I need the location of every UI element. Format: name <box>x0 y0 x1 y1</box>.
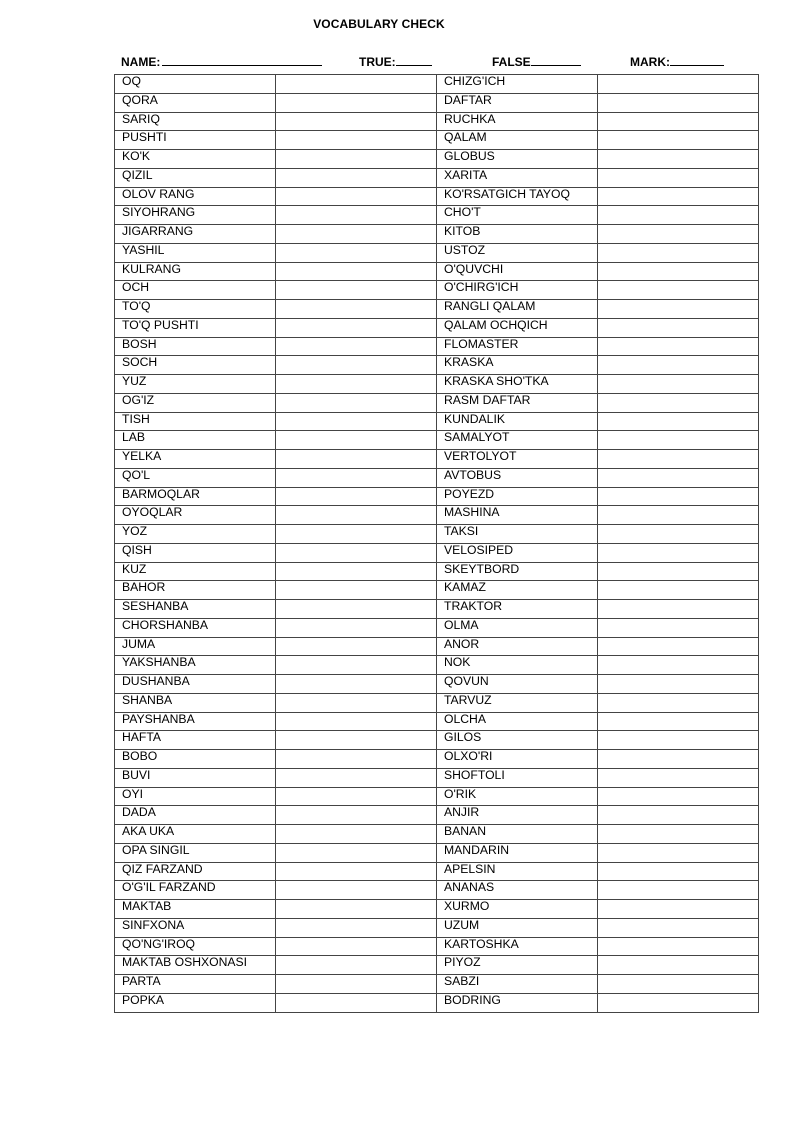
true-field[interactable] <box>359 53 432 69</box>
left-answer-cell[interactable] <box>276 356 437 375</box>
left-answer-cell[interactable] <box>276 918 437 937</box>
table-row <box>115 675 759 694</box>
table-row <box>115 337 759 356</box>
right-word-cell: APELSIN <box>437 862 598 881</box>
left-answer-cell[interactable] <box>276 993 437 1012</box>
right-word-cell: GILOS <box>437 731 598 750</box>
right-answer-cell[interactable] <box>598 356 759 375</box>
table-row <box>115 112 759 131</box>
mark-field[interactable] <box>630 53 724 69</box>
table-row <box>115 393 759 412</box>
right-word-cell: XARITA <box>437 168 598 187</box>
left-answer-cell[interactable] <box>276 450 437 469</box>
left-word-cell: BAHOR <box>115 581 276 600</box>
right-word-cell: CHIZG'ICH <box>437 75 598 94</box>
left-answer-cell[interactable] <box>276 243 437 262</box>
left-answer-cell[interactable] <box>276 843 437 862</box>
left-word-cell: OCH <box>115 281 276 300</box>
right-answer-cell[interactable] <box>598 618 759 637</box>
table-row <box>115 318 759 337</box>
mark-blank-line[interactable] <box>670 53 724 66</box>
left-word-cell: QIZIL <box>115 168 276 187</box>
left-answer-cell[interactable] <box>276 543 437 562</box>
left-word-cell: MAKTAB OSHXONASI <box>115 956 276 975</box>
table-row <box>115 712 759 731</box>
right-word-cell: TAKSI <box>437 525 598 544</box>
right-answer-cell[interactable] <box>598 337 759 356</box>
vocabulary-table <box>114 74 759 1013</box>
table-row <box>115 487 759 506</box>
right-answer-cell[interactable] <box>598 525 759 544</box>
table-row <box>115 506 759 525</box>
right-answer-cell[interactable] <box>598 825 759 844</box>
table-row <box>115 937 759 956</box>
left-word-cell: JIGARRANG <box>115 225 276 244</box>
table-row <box>115 450 759 469</box>
table-row <box>115 993 759 1012</box>
table-row <box>115 918 759 937</box>
right-answer-cell[interactable] <box>598 956 759 975</box>
right-word-cell: SHOFTOLI <box>437 768 598 787</box>
right-word-cell: QOVUN <box>437 675 598 694</box>
right-word-cell: DAFTAR <box>437 93 598 112</box>
right-word-cell: KRASKA SHO'TKA <box>437 375 598 394</box>
table-row <box>115 731 759 750</box>
right-answer-cell[interactable] <box>598 693 759 712</box>
right-answer-cell[interactable] <box>598 468 759 487</box>
table-row <box>115 806 759 825</box>
right-word-cell: KRASKA <box>437 356 598 375</box>
right-answer-cell[interactable] <box>598 600 759 619</box>
right-answer-cell[interactable] <box>598 862 759 881</box>
left-word-cell: BOSH <box>115 337 276 356</box>
left-answer-cell[interactable] <box>276 187 437 206</box>
left-word-cell: OQ <box>115 75 276 94</box>
right-answer-cell[interactable] <box>598 243 759 262</box>
left-word-cell: MAKTAB <box>115 900 276 919</box>
left-answer-cell[interactable] <box>276 431 437 450</box>
table-row <box>115 656 759 675</box>
right-word-cell: O'QUVCHI <box>437 262 598 281</box>
right-word-cell: SAMALYOT <box>437 431 598 450</box>
left-word-cell: QORA <box>115 93 276 112</box>
right-word-cell: VELOSIPED <box>437 543 598 562</box>
left-answer-cell[interactable] <box>276 131 437 150</box>
left-answer-cell[interactable] <box>276 318 437 337</box>
right-answer-cell[interactable] <box>598 543 759 562</box>
table-row <box>115 281 759 300</box>
right-word-cell: UZUM <box>437 918 598 937</box>
table-row <box>115 243 759 262</box>
table-row <box>115 637 759 656</box>
left-word-cell: SARIQ <box>115 112 276 131</box>
left-word-cell: YAKSHANBA <box>115 656 276 675</box>
left-word-cell: TO'Q PUSHTI <box>115 318 276 337</box>
right-word-cell: NOK <box>437 656 598 675</box>
left-word-cell: TISH <box>115 412 276 431</box>
right-answer-cell[interactable] <box>598 168 759 187</box>
right-answer-cell[interactable] <box>598 881 759 900</box>
right-word-cell: OLXO'RI <box>437 750 598 769</box>
left-answer-cell[interactable] <box>276 393 437 412</box>
right-answer-cell[interactable] <box>598 843 759 862</box>
left-word-cell: SESHANBA <box>115 600 276 619</box>
mark-label: MARK: <box>630 55 670 69</box>
left-word-cell: PARTA <box>115 975 276 994</box>
left-word-cell: YELKA <box>115 450 276 469</box>
false-label: FALSE <box>492 55 531 69</box>
right-word-cell: QALAM OCHQICH <box>437 318 598 337</box>
left-word-cell: TO'Q <box>115 300 276 319</box>
right-word-cell: USTOZ <box>437 243 598 262</box>
right-answer-cell[interactable] <box>598 768 759 787</box>
right-word-cell: POYEZD <box>437 487 598 506</box>
right-word-cell: ANJIR <box>437 806 598 825</box>
left-answer-cell[interactable] <box>276 731 437 750</box>
right-answer-cell[interactable] <box>598 225 759 244</box>
left-word-cell: AKA UKA <box>115 825 276 844</box>
left-answer-cell[interactable] <box>276 862 437 881</box>
right-answer-cell[interactable] <box>598 562 759 581</box>
table-row <box>115 431 759 450</box>
right-word-cell: OLCHA <box>437 712 598 731</box>
left-word-cell: CHORSHANBA <box>115 618 276 637</box>
left-word-cell: OPA SINGIL <box>115 843 276 862</box>
table-row <box>115 412 759 431</box>
right-word-cell: MANDARIN <box>437 843 598 862</box>
right-word-cell: RUCHKA <box>437 112 598 131</box>
left-word-cell: OYOQLAR <box>115 506 276 525</box>
right-word-cell: AVTOBUS <box>437 468 598 487</box>
left-answer-cell[interactable] <box>276 750 437 769</box>
right-answer-cell[interactable] <box>598 93 759 112</box>
left-word-cell: YUZ <box>115 375 276 394</box>
table-row <box>115 150 759 169</box>
right-answer-cell[interactable] <box>598 731 759 750</box>
right-answer-cell[interactable] <box>598 675 759 694</box>
right-answer-cell[interactable] <box>598 131 759 150</box>
name-blank-line[interactable] <box>162 53 322 66</box>
table-row <box>115 356 759 375</box>
left-answer-cell[interactable] <box>276 562 437 581</box>
true-label: TRUE: <box>359 55 396 69</box>
right-word-cell: KUNDALIK <box>437 412 598 431</box>
right-word-cell: SKEYTBORD <box>437 562 598 581</box>
name-field[interactable] <box>121 53 322 69</box>
left-answer-cell[interactable] <box>276 112 437 131</box>
name-label: NAME: <box>121 55 161 69</box>
table-row <box>115 543 759 562</box>
student-info-header <box>0 53 800 71</box>
table-row <box>115 262 759 281</box>
right-word-cell: SABZI <box>437 975 598 994</box>
left-answer-cell[interactable] <box>276 581 437 600</box>
right-word-cell: MASHINA <box>437 506 598 525</box>
right-answer-cell[interactable] <box>598 300 759 319</box>
left-answer-cell[interactable] <box>276 656 437 675</box>
left-word-cell: QISH <box>115 543 276 562</box>
true-blank-line[interactable] <box>396 53 432 66</box>
table-row <box>115 300 759 319</box>
table-row <box>115 900 759 919</box>
right-answer-cell[interactable] <box>598 412 759 431</box>
left-word-cell: QO'L <box>115 468 276 487</box>
left-answer-cell[interactable] <box>276 937 437 956</box>
left-word-cell: SINFXONA <box>115 918 276 937</box>
left-answer-cell[interactable] <box>276 768 437 787</box>
right-answer-cell[interactable] <box>598 281 759 300</box>
right-word-cell: KAMAZ <box>437 581 598 600</box>
left-answer-cell[interactable] <box>276 881 437 900</box>
left-answer-cell[interactable] <box>276 506 437 525</box>
right-answer-cell[interactable] <box>598 712 759 731</box>
right-answer-cell[interactable] <box>598 937 759 956</box>
left-answer-cell[interactable] <box>276 225 437 244</box>
left-word-cell: BUVI <box>115 768 276 787</box>
table-row <box>115 206 759 225</box>
right-answer-cell[interactable] <box>598 393 759 412</box>
table-row <box>115 168 759 187</box>
table-row <box>115 975 759 994</box>
right-answer-cell[interactable] <box>598 750 759 769</box>
left-answer-cell[interactable] <box>276 75 437 94</box>
left-word-cell: QIZ FARZAND <box>115 862 276 881</box>
right-answer-cell[interactable] <box>598 206 759 225</box>
right-word-cell: CHO'T <box>437 206 598 225</box>
right-word-cell: QALAM <box>437 131 598 150</box>
table-row <box>115 862 759 881</box>
right-answer-cell[interactable] <box>598 431 759 450</box>
left-answer-cell[interactable] <box>276 206 437 225</box>
table-row <box>115 225 759 244</box>
right-word-cell: GLOBUS <box>437 150 598 169</box>
table-row <box>115 825 759 844</box>
left-word-cell: PAYSHANBA <box>115 712 276 731</box>
right-word-cell: KARTOSHKA <box>437 937 598 956</box>
right-word-cell: FLOMASTER <box>437 337 598 356</box>
left-answer-cell[interactable] <box>276 412 437 431</box>
left-word-cell: YOZ <box>115 525 276 544</box>
left-answer-cell[interactable] <box>276 525 437 544</box>
left-answer-cell[interactable] <box>276 618 437 637</box>
left-answer-cell[interactable] <box>276 693 437 712</box>
left-answer-cell[interactable] <box>276 825 437 844</box>
right-answer-cell[interactable] <box>598 112 759 131</box>
right-word-cell: BODRING <box>437 993 598 1012</box>
page-title: VOCABULARY CHECK <box>313 17 445 31</box>
table-row <box>115 187 759 206</box>
right-word-cell: VERTOLYOT <box>437 450 598 469</box>
left-answer-cell[interactable] <box>276 787 437 806</box>
vocabulary-table-body <box>115 75 759 1013</box>
right-answer-cell[interactable] <box>598 918 759 937</box>
left-answer-cell[interactable] <box>276 468 437 487</box>
table-row <box>115 618 759 637</box>
table-row <box>115 131 759 150</box>
left-answer-cell[interactable] <box>276 375 437 394</box>
right-answer-cell[interactable] <box>598 975 759 994</box>
table-row <box>115 75 759 94</box>
left-answer-cell[interactable] <box>276 150 437 169</box>
left-word-cell: OG'IZ <box>115 393 276 412</box>
table-row <box>115 750 759 769</box>
left-word-cell: KULRANG <box>115 262 276 281</box>
table-row <box>115 525 759 544</box>
left-answer-cell[interactable] <box>276 300 437 319</box>
table-row <box>115 768 759 787</box>
right-answer-cell[interactable] <box>598 187 759 206</box>
left-answer-cell[interactable] <box>276 956 437 975</box>
left-word-cell: DUSHANBA <box>115 675 276 694</box>
right-answer-cell[interactable] <box>598 900 759 919</box>
right-word-cell: RANGLI QALAM <box>437 300 598 319</box>
left-word-cell: OYI <box>115 787 276 806</box>
left-answer-cell[interactable] <box>276 806 437 825</box>
left-word-cell: BARMOQLAR <box>115 487 276 506</box>
left-answer-cell[interactable] <box>276 600 437 619</box>
left-word-cell: KO'K <box>115 150 276 169</box>
right-answer-cell[interactable] <box>598 656 759 675</box>
left-word-cell: YASHIL <box>115 243 276 262</box>
right-word-cell: OLMA <box>437 618 598 637</box>
right-word-cell: TRAKTOR <box>437 600 598 619</box>
table-row <box>115 693 759 712</box>
right-word-cell: TARVUZ <box>437 693 598 712</box>
left-answer-cell[interactable] <box>276 337 437 356</box>
false-blank-line[interactable] <box>531 53 581 66</box>
left-answer-cell[interactable] <box>276 900 437 919</box>
left-word-cell: BOBO <box>115 750 276 769</box>
right-answer-cell[interactable] <box>598 637 759 656</box>
right-answer-cell[interactable] <box>598 262 759 281</box>
table-row <box>115 468 759 487</box>
left-answer-cell[interactable] <box>276 712 437 731</box>
right-word-cell: ANOR <box>437 637 598 656</box>
left-answer-cell[interactable] <box>276 281 437 300</box>
left-word-cell: LAB <box>115 431 276 450</box>
left-word-cell: PUSHTI <box>115 131 276 150</box>
left-word-cell: O'G'IL FARZAND <box>115 881 276 900</box>
left-word-cell: KUZ <box>115 562 276 581</box>
right-word-cell: ANANAS <box>437 881 598 900</box>
left-word-cell: OLOV RANG <box>115 187 276 206</box>
false-field[interactable] <box>492 53 581 69</box>
left-word-cell: JUMA <box>115 637 276 656</box>
table-row <box>115 881 759 900</box>
left-answer-cell[interactable] <box>276 975 437 994</box>
table-row <box>115 93 759 112</box>
right-word-cell: O'RIK <box>437 787 598 806</box>
table-row <box>115 600 759 619</box>
left-answer-cell[interactable] <box>276 487 437 506</box>
right-word-cell: PIYOZ <box>437 956 598 975</box>
left-answer-cell[interactable] <box>276 637 437 656</box>
table-row <box>115 787 759 806</box>
left-word-cell: HAFTA <box>115 731 276 750</box>
right-answer-cell[interactable] <box>598 75 759 94</box>
right-answer-cell[interactable] <box>598 450 759 469</box>
table-row <box>115 375 759 394</box>
left-word-cell: SOCH <box>115 356 276 375</box>
left-word-cell: QO'NG'IROQ <box>115 937 276 956</box>
right-answer-cell[interactable] <box>598 581 759 600</box>
left-answer-cell[interactable] <box>276 675 437 694</box>
right-answer-cell[interactable] <box>598 318 759 337</box>
left-word-cell: DADA <box>115 806 276 825</box>
table-row <box>115 843 759 862</box>
right-word-cell: O'CHIRG'ICH <box>437 281 598 300</box>
left-answer-cell[interactable] <box>276 262 437 281</box>
right-answer-cell[interactable] <box>598 506 759 525</box>
left-answer-cell[interactable] <box>276 168 437 187</box>
left-word-cell: POPKA <box>115 993 276 1012</box>
right-answer-cell[interactable] <box>598 487 759 506</box>
left-answer-cell[interactable] <box>276 93 437 112</box>
table-row <box>115 956 759 975</box>
right-answer-cell[interactable] <box>598 993 759 1012</box>
table-row <box>115 581 759 600</box>
right-word-cell: KO'RSATGICH TAYOQ <box>437 187 598 206</box>
table-row <box>115 562 759 581</box>
right-answer-cell[interactable] <box>598 375 759 394</box>
right-word-cell: XURMO <box>437 900 598 919</box>
right-answer-cell[interactable] <box>598 150 759 169</box>
right-answer-cell[interactable] <box>598 806 759 825</box>
right-word-cell: BANAN <box>437 825 598 844</box>
left-word-cell: SHANBA <box>115 693 276 712</box>
right-answer-cell[interactable] <box>598 787 759 806</box>
right-word-cell: KITOB <box>437 225 598 244</box>
left-word-cell: SIYOHRANG <box>115 206 276 225</box>
right-word-cell: RASM DAFTAR <box>437 393 598 412</box>
